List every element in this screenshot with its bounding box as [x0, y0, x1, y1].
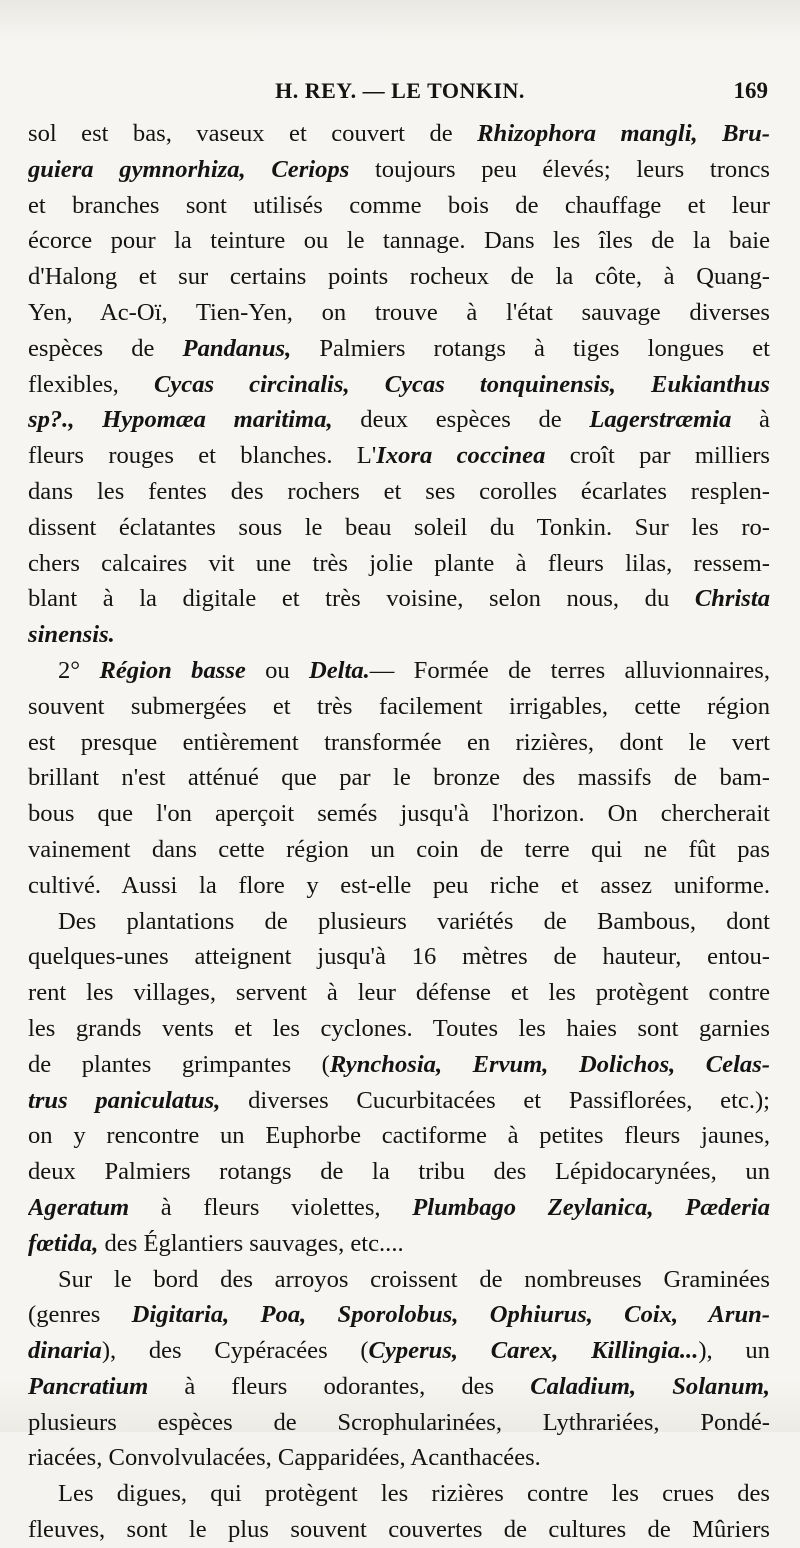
page-number: 169 — [733, 78, 768, 103]
italic-taxon: Pancratium — [28, 1372, 149, 1400]
text-run: riacées, Convolvulacées, Capparidées, Acanthacées. — [28, 1444, 541, 1472]
text-run: 2° — [58, 656, 100, 684]
text-run: — Formée de terres alluvionnaires, — [369, 656, 770, 684]
text-run: toujours peu élevés; leurs troncs — [349, 155, 770, 183]
text-run: deux espèces de — [332, 406, 590, 434]
text-run: brillant n'est atténué que par le bronze des massifs de bam- — [28, 764, 770, 792]
italic-taxon: fœtida, — [28, 1229, 99, 1257]
text-run: cultivé. Aussi la flore y est-elle peu riche et assez uniforme. — [28, 871, 770, 899]
text-run: les grands vents et les cyclones. Toutes les haies sont garnies — [28, 1014, 770, 1042]
text-line — [28, 1405, 770, 1441]
text-run: bous que l'on aperçoit semés jusqu'à l'horizon. On chercherait — [28, 800, 770, 828]
text-run: flexibles, — [28, 370, 154, 398]
text-line — [28, 1440, 770, 1476]
text-line — [28, 188, 770, 224]
text-line — [28, 1226, 770, 1262]
italic-taxon: Plumbago Zeylanica, Pæderia — [412, 1193, 770, 1221]
italic-taxon: sinensis. — [28, 621, 115, 649]
italic-taxon: Caladium, Solanum, — [530, 1372, 770, 1400]
text-run: Les digues, qui protègent les rizières contre les crues des — [58, 1480, 770, 1508]
text-run: à fleurs violettes, — [129, 1193, 413, 1221]
text-line — [28, 152, 770, 188]
page-header — [30, 78, 770, 110]
text-run: espèces de — [28, 334, 183, 362]
text-line — [28, 223, 770, 259]
text-line — [28, 1190, 770, 1226]
text-line — [28, 1083, 770, 1119]
text-line — [28, 760, 770, 796]
text-run: ), des Cypéracées ( — [101, 1337, 369, 1365]
italic-taxon: Cycas circinalis, Cycas tonquinensis, Eukianthus — [153, 370, 770, 398]
text-line — [28, 438, 770, 474]
text-run: sol est bas, vaseux et couvert de — [28, 120, 478, 147]
text-run: à — [731, 406, 770, 434]
text-run: blant à la digitale et très voisine, selon nous, du — [28, 585, 695, 613]
italic-taxon: Rhizophora mangli, Bru- — [477, 120, 770, 147]
text-line — [28, 367, 770, 403]
italic-taxon: dinaria — [28, 1337, 102, 1365]
text-line — [28, 1118, 770, 1154]
text-run: dans les fentes des rochers et ses corolles écarlates resplen- — [28, 477, 770, 505]
italic-taxon: sp?., Hypomæa maritima, — [28, 406, 333, 434]
text-run: diverses Cucurbitacées et Passiflorées, etc.); — [220, 1086, 770, 1114]
text-line — [28, 653, 770, 689]
text-line — [28, 832, 770, 868]
text-run: quelques-unes atteignent jusqu'à 16 mètres de hauteur, entou- — [28, 943, 770, 971]
text-line — [28, 1333, 770, 1369]
text-run: Sur le bord des arroyos croissent de nombreuses Graminées — [58, 1265, 770, 1293]
italic-taxon: Rynchosia, Ervum, Dolichos, Celas- — [329, 1050, 770, 1078]
text-line — [28, 259, 770, 295]
text-line — [28, 546, 770, 582]
text-line — [28, 1262, 770, 1298]
text-line — [28, 725, 770, 761]
text-run: chers calcaires vit une très jolie plante à fleurs lilas, ressem- — [28, 549, 770, 577]
text-run: Yen, Ac-Oï, Tien-Yen, on trouve à l'état sauvage diverses — [28, 298, 770, 326]
italic-taxon: Lagerstræmia — [589, 406, 732, 434]
text-line — [28, 510, 770, 546]
text-run: croît par milliers — [545, 442, 770, 470]
italic-taxon: Ageratum — [28, 1193, 130, 1221]
text-run: fleurs rouges et blanches. L' — [28, 442, 377, 470]
text-line — [28, 402, 770, 438]
text-line — [28, 295, 770, 331]
italic-taxon: Digitaria, Poa, Sporolobus, Ophiurus, Coix, Arun- — [131, 1301, 770, 1329]
text-run: deux Palmiers rotangs de la tribu des Lépidocarynées, un — [28, 1158, 770, 1186]
italic-taxon: Ixora coccinea — [376, 442, 546, 470]
text-line — [28, 116, 770, 152]
text-line — [28, 1369, 770, 1405]
text-run: des Églantiers sauvages, etc.... — [98, 1229, 404, 1257]
text-run: à fleurs odorantes, des — [148, 1372, 531, 1400]
running-title: H. REY. — LE TONKIN. — [275, 78, 525, 103]
text-run: (genres — [28, 1301, 132, 1329]
text-run: de plantes grimpantes ( — [28, 1050, 330, 1078]
text-line — [28, 796, 770, 832]
text-run: on y rencontre un Euphorbe cactiforme à petites fleurs jaunes, — [28, 1122, 770, 1150]
text-run: Palmiers rotangs à tiges longues et — [291, 334, 770, 362]
text-line — [28, 1047, 770, 1083]
italic-taxon: trus paniculatus, — [28, 1086, 221, 1114]
text-line — [28, 868, 770, 904]
text-line — [28, 1011, 770, 1047]
text-run: rent les villages, servent à leur défense et les protègent contre — [28, 979, 770, 1007]
italic-taxon: Christa — [694, 585, 770, 613]
text-line — [28, 474, 770, 510]
italic-taxon: Delta. — [309, 656, 370, 684]
italic-taxon: Cyperus, Carex, Killingia... — [368, 1337, 699, 1365]
body-text — [28, 116, 770, 1548]
italic-taxon: guiera gymnorhiza, Ceriops — [28, 155, 350, 183]
text-line — [28, 617, 770, 653]
text-run: plusieurs espèces de Scrophularinées, Lythrariées, Pondé- — [28, 1408, 770, 1436]
text-line — [28, 1154, 770, 1190]
text-run: dissent éclatantes sous le beau soleil du Tonkin. Sur les ro- — [28, 513, 770, 541]
text-run: écorce pour la teinture ou le tannage. Dans les îles de la baie — [28, 227, 770, 255]
text-run: est presque entièrement transformée en rizières, dont le vert — [28, 728, 770, 756]
text-line — [28, 975, 770, 1011]
italic-taxon: Région basse — [99, 656, 246, 684]
text-run: souvent submergées et très facilement irrigables, cette région — [28, 692, 770, 720]
text-run: et branches sont utilisés comme bois de chauffage et leur — [28, 191, 770, 219]
italic-taxon: Pandanus, — [182, 334, 292, 362]
text-line — [28, 689, 770, 725]
text-run: Des plantations de plusieurs variétés de Bambous, dont — [58, 907, 770, 935]
text-line — [28, 331, 770, 367]
text-run: d'Halong et sur certains points rocheux de la côte, à Quang- — [28, 263, 770, 291]
text-run: ), un — [698, 1337, 770, 1365]
text-run: vainement dans cette région un coin de terre qui ne fût pas — [28, 835, 770, 863]
text-line — [28, 1297, 770, 1333]
text-line — [28, 1512, 770, 1548]
text-line — [28, 1476, 770, 1512]
text-line — [28, 939, 770, 975]
text-line — [28, 581, 770, 617]
text-run: ou — [245, 656, 309, 684]
text-line — [28, 904, 770, 940]
text-run: fleuves, sont le plus souvent couvertes de cultures de Mûriers — [28, 1516, 770, 1544]
